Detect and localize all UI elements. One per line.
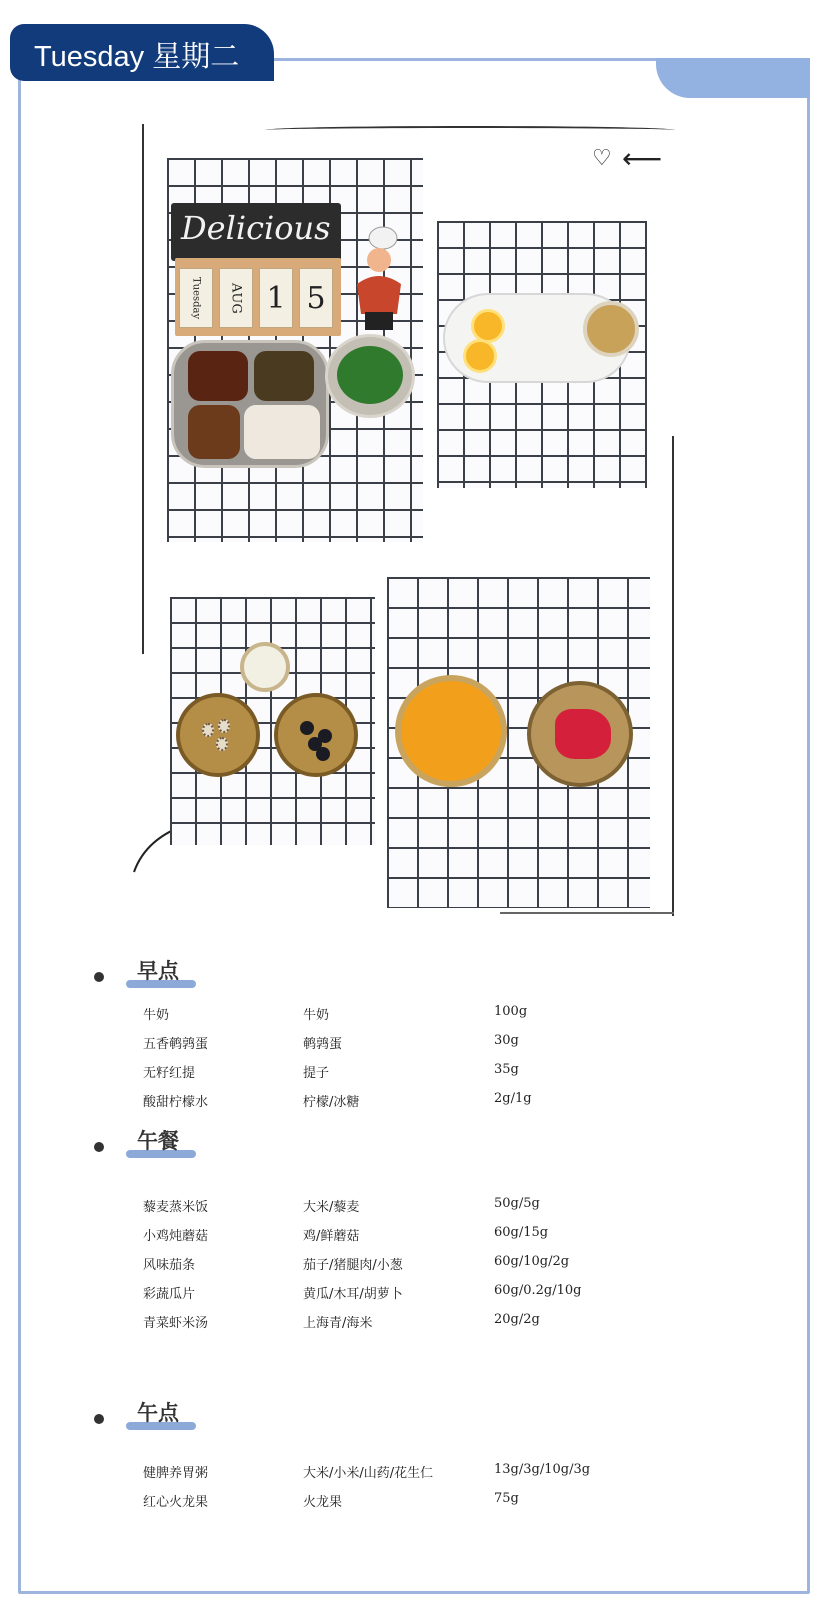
- dish-name: 五香鹌鹑蛋: [143, 1037, 209, 1052]
- heart-doodle-icon: ♡: [592, 146, 612, 171]
- grape: [316, 747, 330, 761]
- dish-ingredients: 上海青/海米: [303, 1316, 373, 1331]
- menu-row: [0, 1004, 817, 1026]
- dish-name: 青菜虾米汤: [143, 1316, 209, 1331]
- quail-egg: [216, 737, 228, 751]
- menu-row: [0, 1225, 817, 1247]
- milk-cup: [240, 642, 290, 692]
- lemon-water-photo: [437, 221, 647, 488]
- dish-ingredients: 鹌鹑蛋: [303, 1037, 343, 1052]
- dish-ingredients: 火龙果: [303, 1495, 343, 1510]
- dish-ingredients: 提子: [303, 1066, 330, 1081]
- calendar-day-card: Tuesday: [179, 268, 213, 328]
- dish-ingredients: 柠檬/冰糖: [303, 1095, 360, 1110]
- tray-eggplant: [188, 405, 240, 459]
- dish-ingredients: 大米/藜麦: [303, 1200, 360, 1215]
- dish-amount: 20g/2g: [494, 1312, 540, 1327]
- meal-title-lunch: 午餐: [137, 1129, 179, 1153]
- dish-name: 风味茄条: [143, 1258, 196, 1273]
- lemon-slice: [463, 339, 497, 373]
- afternoon-snack-photo: [387, 577, 650, 908]
- dish-amount: 50g/5g: [494, 1196, 540, 1211]
- dish-ingredients: 黄瓜/木耳/胡萝卜: [303, 1287, 403, 1302]
- quail-egg-plate: [176, 693, 260, 777]
- menu-row: [0, 1254, 817, 1276]
- sketch-line-bottom: [500, 912, 674, 916]
- dish-ingredients: 牛奶: [303, 1008, 330, 1023]
- menu-row: [0, 1283, 817, 1305]
- dish-amount: 13g/3g/10g/3g: [494, 1462, 591, 1477]
- menu-row: [0, 1312, 817, 1334]
- meal-bullet: [94, 1142, 104, 1152]
- sketch-line-right: [668, 436, 674, 916]
- dish-amount: 75g: [494, 1491, 519, 1506]
- dish-name: 藜麦蒸米饭: [143, 1200, 209, 1215]
- calendar-month-card: AUG: [219, 268, 253, 328]
- dish-amount: 60g/10g/2g: [494, 1254, 570, 1269]
- grape: [300, 721, 314, 735]
- tray-quinoa-rice: [244, 405, 320, 459]
- menu-row: [0, 1196, 817, 1218]
- dish-amount: 35g: [494, 1062, 519, 1077]
- grape-plate: [274, 693, 358, 777]
- menu-row: [0, 1033, 817, 1055]
- menu-row: [0, 1091, 817, 1113]
- tray-veg-slices: [254, 351, 314, 401]
- calendar-date-card-1: 1: [259, 268, 293, 328]
- dish-name: 酸甜柠檬水: [143, 1095, 209, 1110]
- breakfast-photo: [170, 597, 375, 845]
- dish-amount: 100g: [494, 1004, 528, 1019]
- menu-row: [0, 1462, 817, 1484]
- delicious-board: [171, 203, 341, 261]
- tray-chicken-mushroom: [188, 351, 248, 401]
- board-text: Delicious: [181, 209, 331, 247]
- arrow-doodle-icon: ⟵: [622, 142, 663, 175]
- lemon-slice: [471, 309, 505, 343]
- dish-amount: 60g/0.2g/10g: [494, 1283, 582, 1298]
- meal-title-breakfast: 早点: [137, 959, 179, 983]
- day-label: Tuesday 星期二: [34, 41, 240, 73]
- dish-amount: 30g: [494, 1033, 519, 1048]
- calendar-date-card-2: 5: [299, 268, 333, 328]
- dish-name: 健脾养胃粥: [143, 1466, 209, 1481]
- chef-figurine-icon: [345, 224, 411, 336]
- dish-name: 无籽红提: [143, 1066, 196, 1081]
- lunch-tray: [171, 340, 329, 468]
- sketch-line-top: [265, 126, 675, 134]
- corner-accent: [656, 58, 810, 98]
- dish-ingredients: 鸡/鲜蘑菇: [303, 1229, 360, 1244]
- dish-name: 牛奶: [143, 1008, 170, 1023]
- dish-amount: 2g/1g: [494, 1091, 532, 1106]
- menu-row: [0, 1062, 817, 1084]
- meal-bullet: [94, 972, 104, 982]
- quail-egg: [202, 723, 214, 737]
- dish-name: 小鸡炖蘑菇: [143, 1229, 209, 1244]
- porridge-bowl: [395, 675, 507, 787]
- meal-title-snack: 午点: [137, 1401, 179, 1425]
- dish-name: 彩蔬瓜片: [143, 1287, 196, 1302]
- meal-bullet: [94, 1414, 104, 1424]
- lunch-photo: [167, 158, 423, 542]
- lemon-water-cup: [583, 301, 639, 357]
- dish-ingredients: 大米/小米/山药/花生仁: [303, 1466, 434, 1481]
- dish-amount: 60g/15g: [494, 1225, 549, 1240]
- sketch-line-left: [142, 124, 148, 654]
- dish-ingredients: 茄子/猪腿肉/小葱: [303, 1258, 403, 1273]
- dragon-fruit: [555, 709, 611, 759]
- menu-row: [0, 1491, 817, 1513]
- dish-name: 红心火龙果: [143, 1495, 209, 1510]
- vegetable-soup-bowl: [325, 334, 415, 418]
- quail-egg: [218, 719, 230, 733]
- dragon-fruit-plate: [527, 681, 633, 787]
